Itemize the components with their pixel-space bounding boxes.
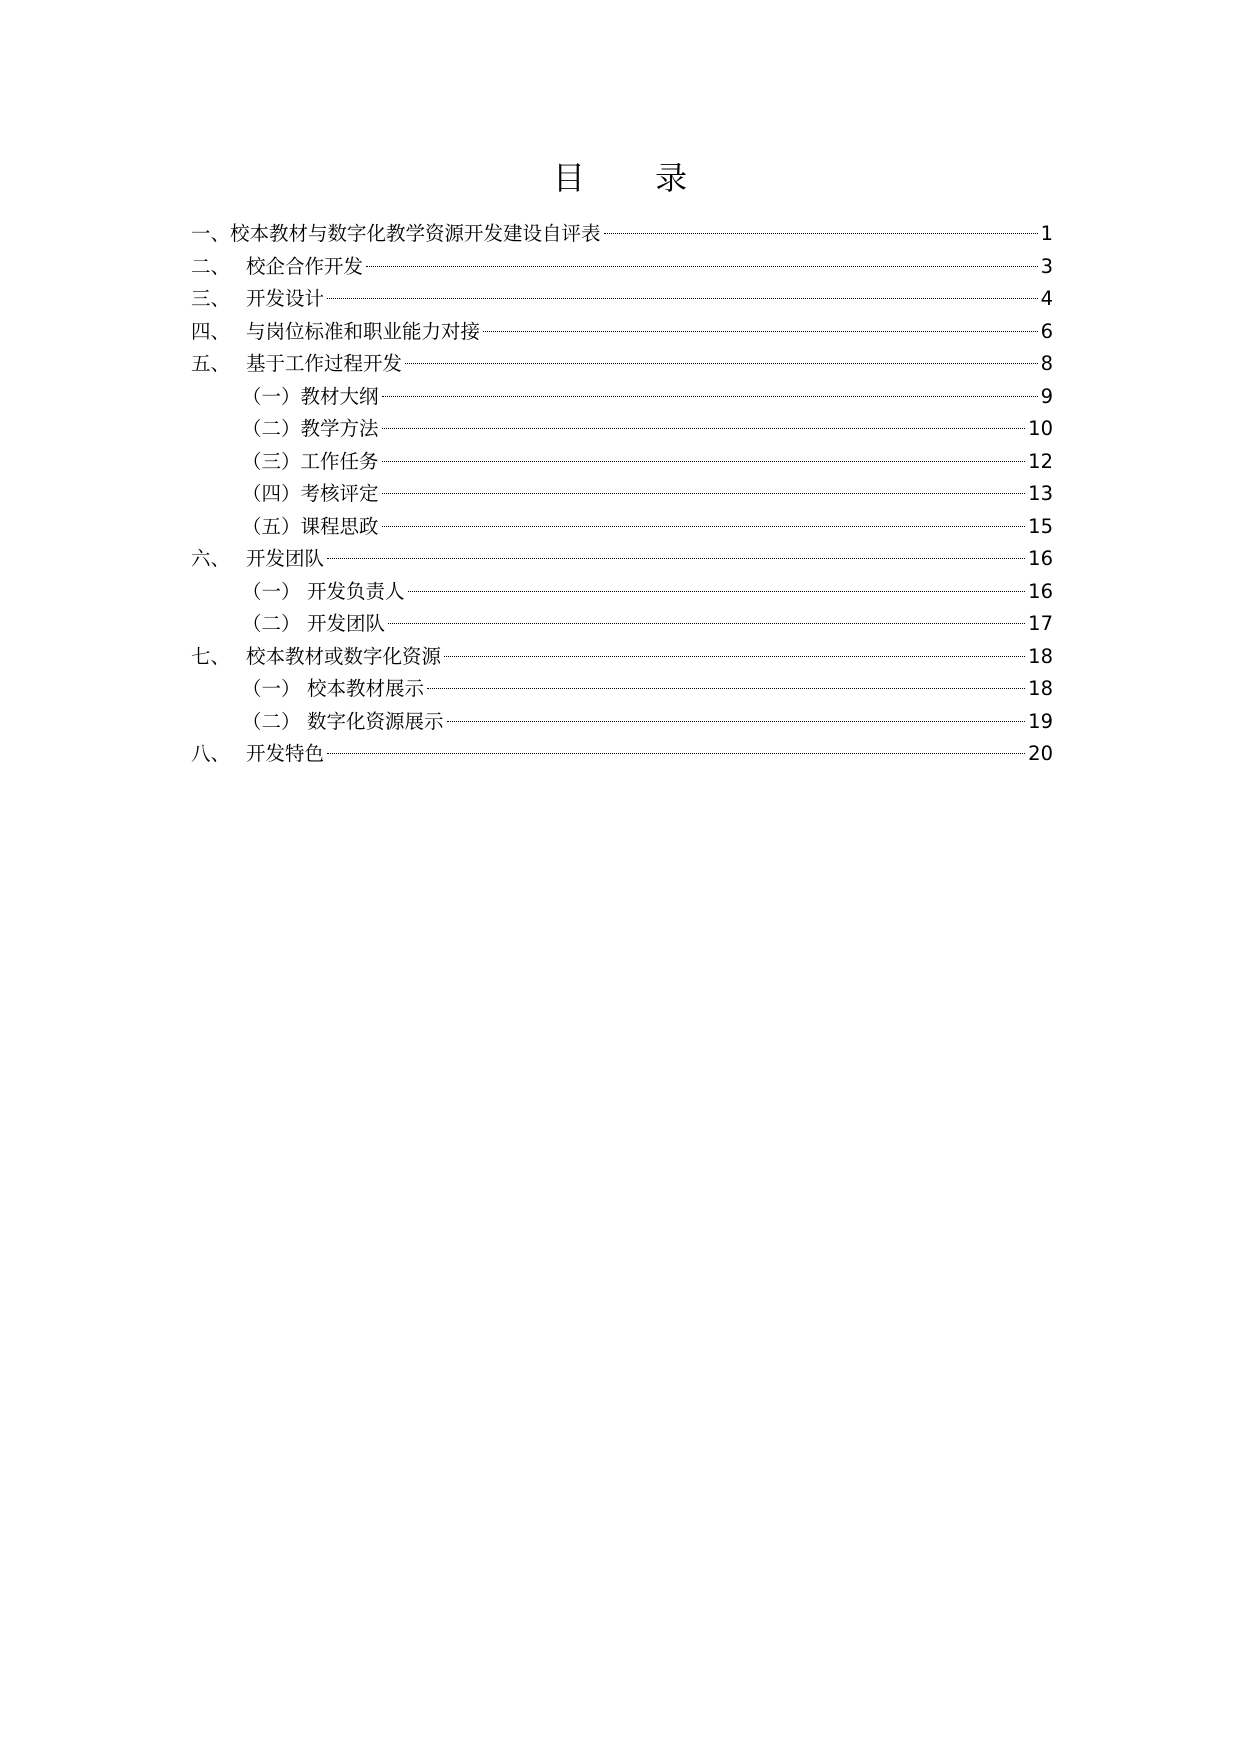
toc-list [191,218,1053,771]
toc-entry[interactable] [191,316,1053,349]
toc-entry-title: 考核评定 [300,482,379,505]
toc-entry-page-number: 15 [1028,514,1053,538]
toc-entry[interactable] [191,251,1053,284]
toc-entry-title: 与岗位标准和职业能力对接 [246,319,481,343]
toc-entry-number: 八、 [191,742,231,765]
toc-entry-title: 工作任务 [300,449,379,473]
dot-leader [382,428,1026,429]
toc-entry-page-number: 18 [1028,677,1053,700]
toc-entry[interactable] [191,283,1053,316]
toc-entry-title: 数字化资源展示 [307,709,444,733]
toc-entry-title: 校本教材与数字化教学资源开发建设自评表 [230,222,601,245]
dot-leader [444,656,1025,657]
toc-entry-number: （五） [242,514,301,538]
toc-entry[interactable] [191,478,1053,511]
toc-entry-number: （一） [242,384,301,408]
toc-entry-page-number: 6 [1040,319,1053,343]
toc-entry-number: 五、 [191,352,231,375]
toc-entry[interactable] [191,706,1053,739]
toc-entry-page-number: 19 [1028,709,1053,733]
toc-entry-title: 开发团队 [307,612,386,635]
dot-leader [327,753,1025,754]
toc-entry-page-number: 3 [1040,254,1053,278]
toc-entry[interactable] [191,641,1053,674]
toc-entry[interactable] [191,218,1053,251]
dot-leader [382,461,1026,462]
toc-entry[interactable] [191,511,1053,544]
toc-entry-title: 教学方法 [300,417,379,440]
dot-leader [327,558,1025,559]
toc-entry-number: （一） [242,677,301,700]
toc-entry[interactable] [191,673,1053,706]
toc-entry[interactable] [191,543,1053,576]
toc-entry-title: 教材大纲 [300,384,379,408]
dot-leader [408,591,1026,592]
toc-entry-title: 校本教材或数字化资源 [246,644,442,668]
toc-entry-page-number: 1 [1040,222,1053,245]
toc-entry-title: 基于工作过程开发 [246,352,403,375]
toc-entry-page-number: 9 [1040,384,1053,408]
toc-entry-title: 开发负责人 [307,579,405,603]
toc-entry-page-number: 18 [1028,644,1053,668]
toc-entry-title: 校企合作开发 [246,254,364,278]
toc-entry-number: 七、 [191,644,231,668]
toc-entry-number: （四） [242,482,301,505]
toc-entry-number: 一、 [191,222,231,245]
dot-leader [447,721,1026,722]
toc-entry-number: 四、 [191,319,231,343]
toc-entry[interactable] [191,348,1053,381]
dot-leader [382,396,1038,397]
dot-leader [382,493,1026,494]
toc-entry-title: 开发特色 [246,742,325,765]
dot-leader [366,266,1038,267]
toc-entry-number: 六、 [191,547,231,570]
toc-entry-number: 三、 [191,287,231,310]
toc-entry-page-number: 10 [1028,417,1053,440]
toc-entry-page-number: 16 [1028,579,1053,603]
toc-entry-number: （二） [242,417,301,440]
toc-entry-number: 二、 [191,254,231,278]
toc-entry[interactable] [191,576,1053,609]
dot-leader [405,363,1038,364]
toc-entry-title: 校本教材展示 [307,677,425,700]
dot-leader [382,526,1026,527]
toc-entry-page-number: 13 [1028,482,1053,505]
toc-entry-page-number: 4 [1040,287,1053,310]
dot-leader [427,688,1025,689]
toc-entry-number: （二） [242,612,301,635]
toc-entry[interactable] [191,413,1053,446]
dot-leader [327,298,1038,299]
dot-leader [483,331,1038,332]
toc-entry-title: 开发团队 [246,547,325,570]
toc-entry-page-number: 17 [1028,612,1053,635]
toc-entry-page-number: 16 [1028,547,1053,570]
toc-entry-number: （三） [242,449,301,473]
toc-title: 目 录 [552,159,718,197]
toc-entry-number: （一） [242,579,301,603]
dot-leader [388,623,1025,624]
dot-leader [604,233,1038,234]
toc-entry-page-number: 12 [1028,449,1053,473]
toc-entry-page-number: 8 [1040,352,1053,375]
toc-entry[interactable] [191,446,1053,479]
toc-entry[interactable] [191,381,1053,414]
toc-entry-title: 课程思政 [300,514,379,538]
toc-entry[interactable] [191,608,1053,641]
toc-entry[interactable] [191,738,1053,771]
toc-entry-page-number: 20 [1028,742,1053,765]
toc-entry-title: 开发设计 [246,287,325,310]
toc-entry-number: （二） [242,709,301,733]
